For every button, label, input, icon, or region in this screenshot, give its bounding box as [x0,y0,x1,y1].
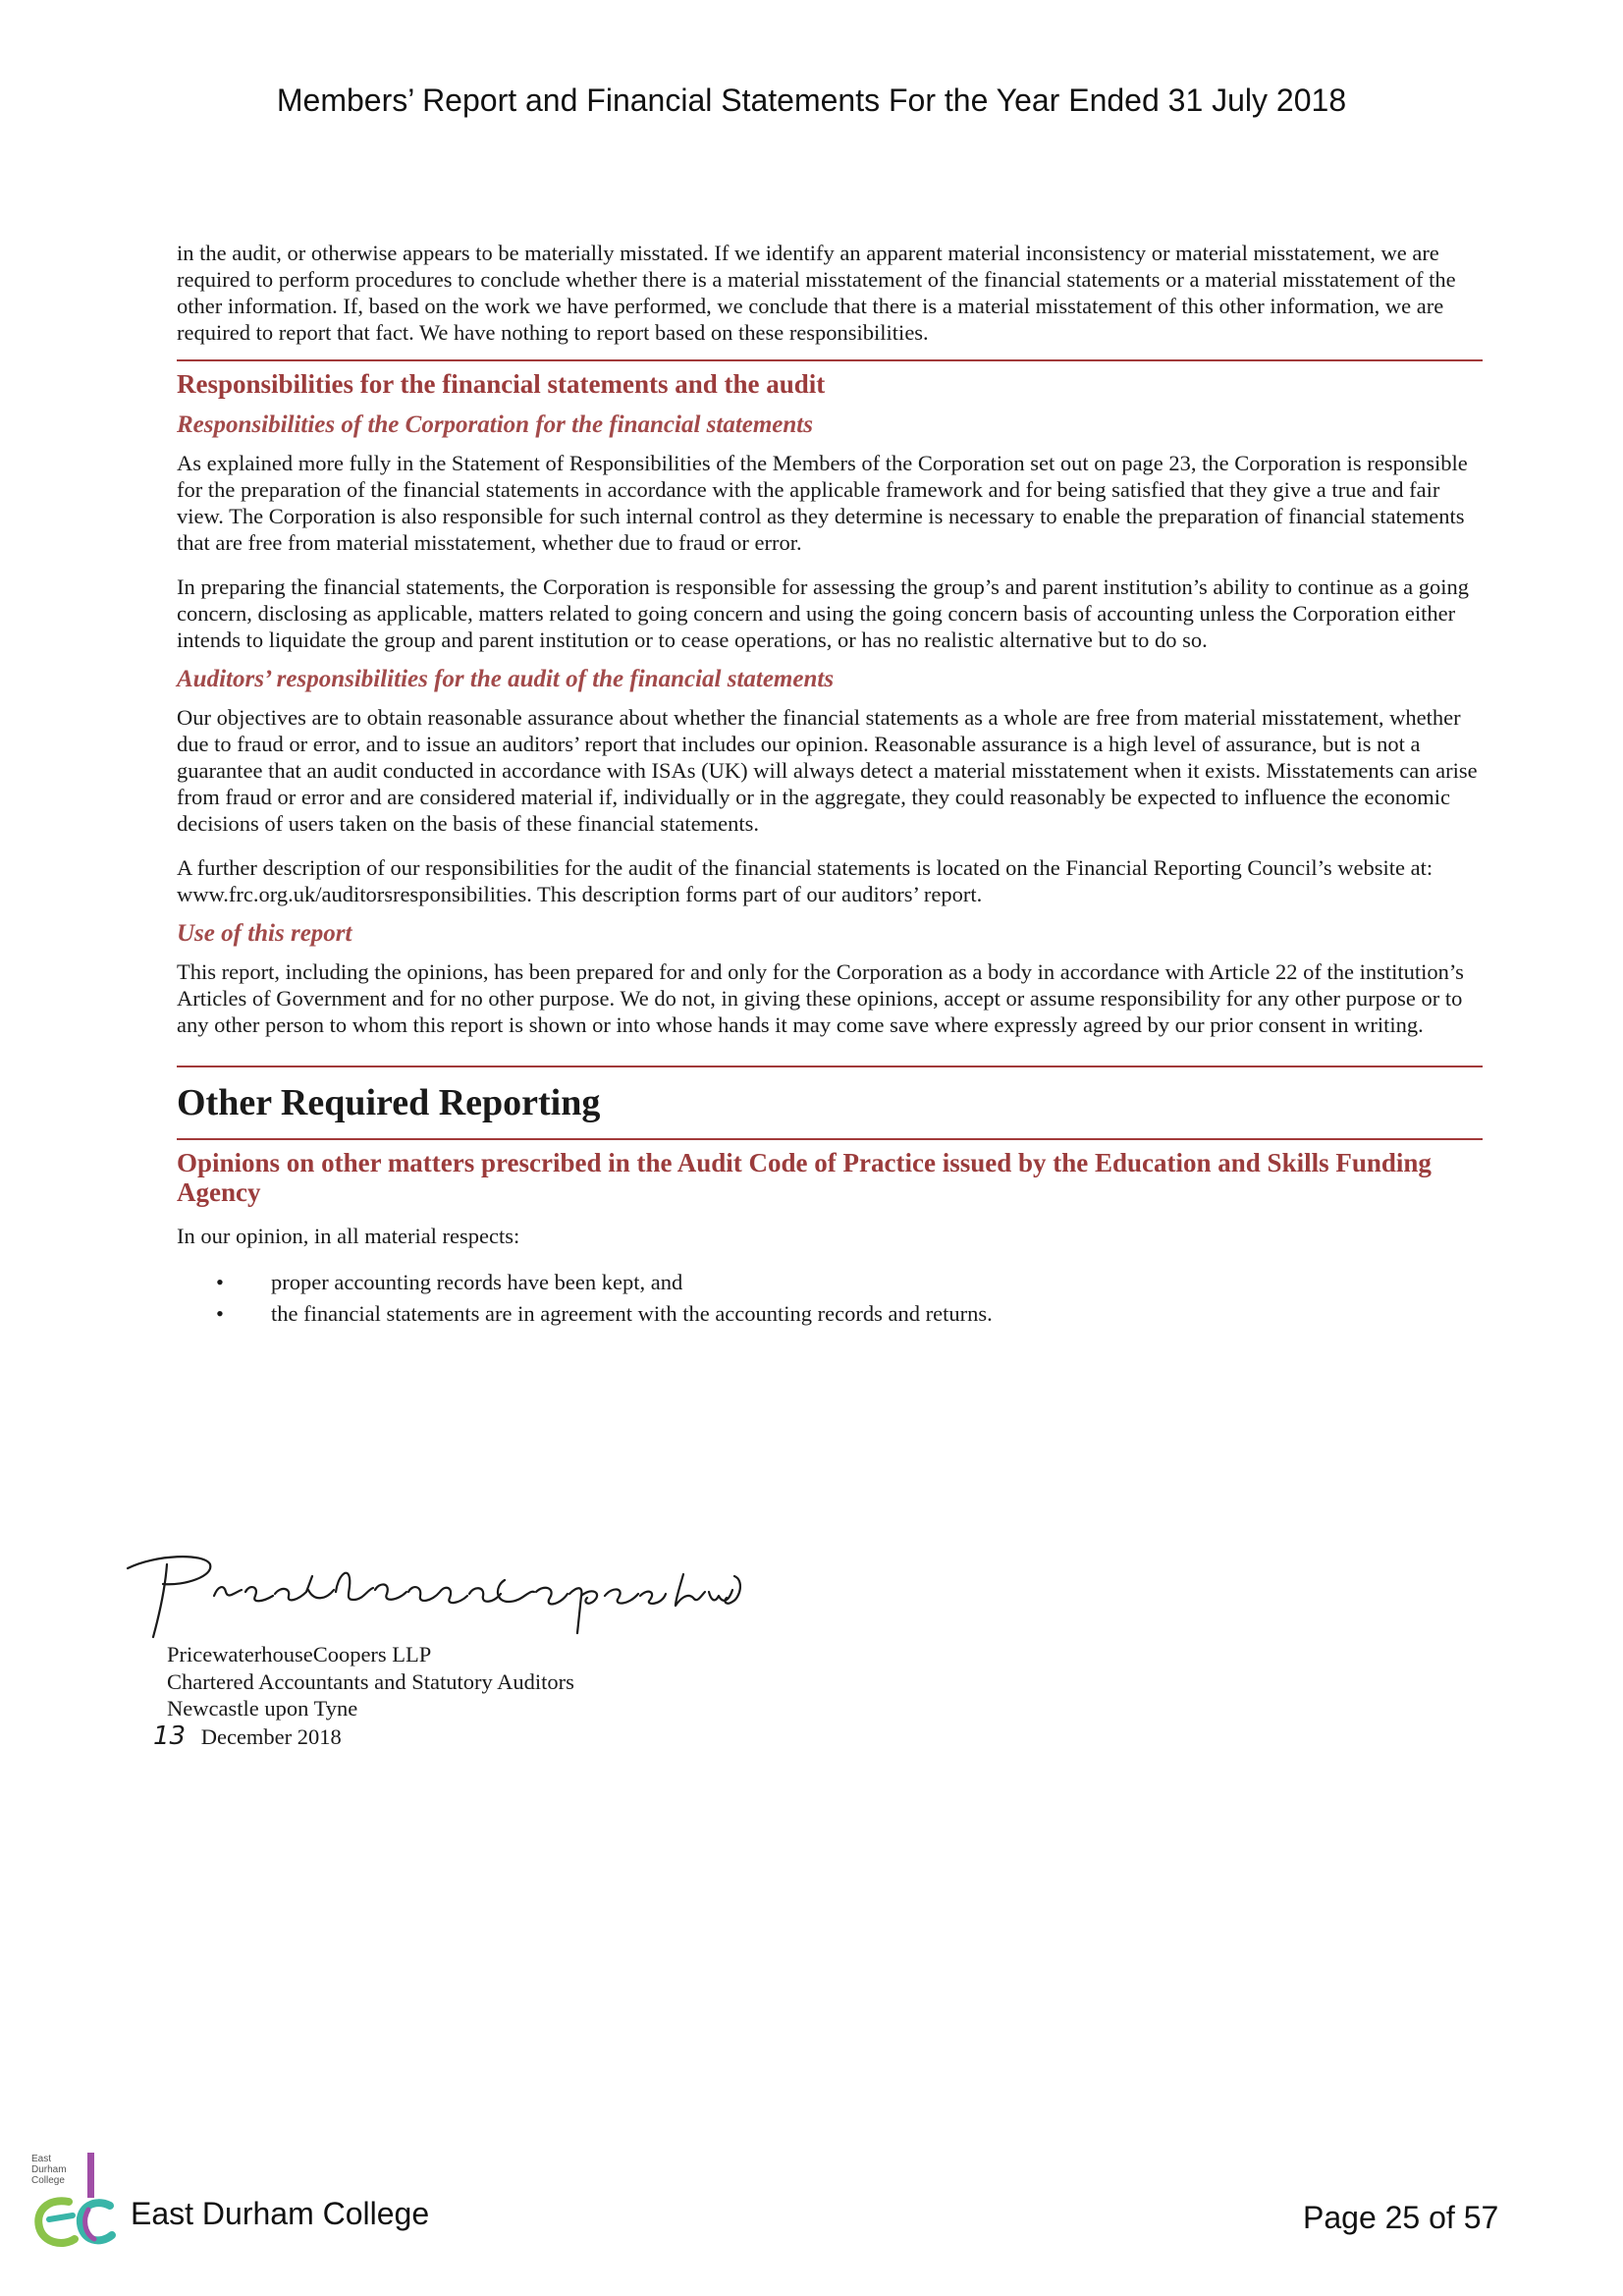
responsibilities-heading: Responsibilities for the financial statements and the audit [177,369,826,399]
bullet-text: the financial statements are in agreement with the accounting records and returns. [271,1301,993,1326]
signatory-firm: PricewaterhouseCoopers LLP [167,1642,432,1667]
intro-paragraph: in the audit, or otherwise appears to be materially misstated. If we identify an apparent material inconsistency or material misstatement, we are required to perform procedures to conclude whether there is a material misstatement of the financial statements or a material misstatement of the other information. If, based on the work we have performed, we conclude that there is a material misstatement of this other information, we are required to report that fact. We have nothing to report based on these responsibilities. [177,241,1456,345]
auditors-responsibilities-subheading: Auditors’ responsibilities for the audit of the financial statements [177,666,835,692]
corporation-responsibilities-subheading: Responsibilities of the Corporation for the financial statements [177,411,813,438]
section-divider [177,1066,1483,1067]
signatory-location: Newcastle upon Tyne [167,1696,358,1721]
section-divider [177,359,1483,361]
list-item [177,1298,1483,1330]
svg-text:East: East [31,2154,52,2164]
opinions-other-matters-heading: Opinions on other matters prescribed in the Audit Code of Practice issued by the Education and Skills Funding Agency [177,1148,1432,1207]
bullet-icon: • [216,1270,224,1294]
auditors-paragraph-2: A further description of our responsibilities for the audit of the financial statements is located on the Financial Reporting Council’s website at: www.frc.org.uk/auditorsresponsibilities. This description forms part of our auditors’ report. [177,855,1434,906]
date-text: December 2018 [200,1724,342,1749]
auditors-paragraph-1: Our objectives are to obtain reasonable assurance about whether the financial statements as a whole are free from material misstatement, whether due to fraud or error, and to issue an auditors’ report that includes our opinion. Reasonable assurance is a high level of assurance, but is not a guarantee that an audit conducted in accordance with ISAs (UK) will always detect a material misstatement when it exists. Misstatements can arise from fraud or error and are considered material if, individually or in the aggregate, they could reasonably be expected to influence the economic decisions of users taken on the basis of these financial statements. [177,705,1478,836]
page-header-title: Members’ Report and Financial Statements For the Year Ended 31 July 2018 [276,82,1347,118]
footer-college-name: East Durham College [131,2196,430,2231]
other-required-reporting-heading: Other Required Reporting [177,1082,601,1123]
svg-text:College: College [31,2175,65,2186]
signature-block [116,1547,803,1763]
opinion-intro: In our opinion, in all material respects: [177,1224,520,1248]
handwritten-signature [116,1547,744,1640]
use-of-report-subheading: Use of this report [177,920,352,947]
college-logo-icon [29,2151,123,2249]
bullet-icon: • [216,1301,224,1326]
signatory-details [167,1641,574,1722]
signature-date [153,1722,342,1751]
bullet-text: proper accounting records have been kept, and [271,1270,683,1294]
corporation-paragraph-1: As explained more fully in the Statement of Responsibilities of the Members of the Corporation set out on page 23, the Corporation is responsible for the preparation of the financial statements in accordance with the applicable framework and for being satisfied that they give a true and fair view. The Corporation is also responsible for such internal control as they determine is necessary to enable the preparation of financial statements that are free from material misstatement, whether due to fraud or error. [177,451,1468,555]
opinion-bullet-list [177,1267,1483,1330]
list-item [177,1267,1483,1298]
handwritten-day: 13 [153,1722,187,1751]
report-body [177,240,1483,1330]
signatory-role: Chartered Accountants and Statutory Auditors [167,1668,574,1694]
section-divider [177,1138,1483,1140]
use-of-report-paragraph: This report, including the opinions, has been prepared for and only for the Corporation as a body in accordance with Article 22 of the institution’s Articles of Government and for no other purpose. We do not, in giving these opinions, accept or assume responsibility for any other purpose or to any other person to whom this report is shown or into whose hands it may come save where expressly agreed by our prior consent in writing. [177,959,1464,1037]
corporation-paragraph-2: In preparing the financial statements, the Corporation is responsible for assessing the group’s and parent institution’s ability to continue as a going concern, disclosing as applicable, matters related to going concern and using the going concern basis of accounting unless the Corporation either intends to liquidate the group and parent institution or to cease operations, or has no realistic alternative but to do so. [177,574,1469,652]
page-number: Page 25 of 57 [1303,2200,1499,2235]
svg-text:Durham: Durham [31,2164,67,2175]
